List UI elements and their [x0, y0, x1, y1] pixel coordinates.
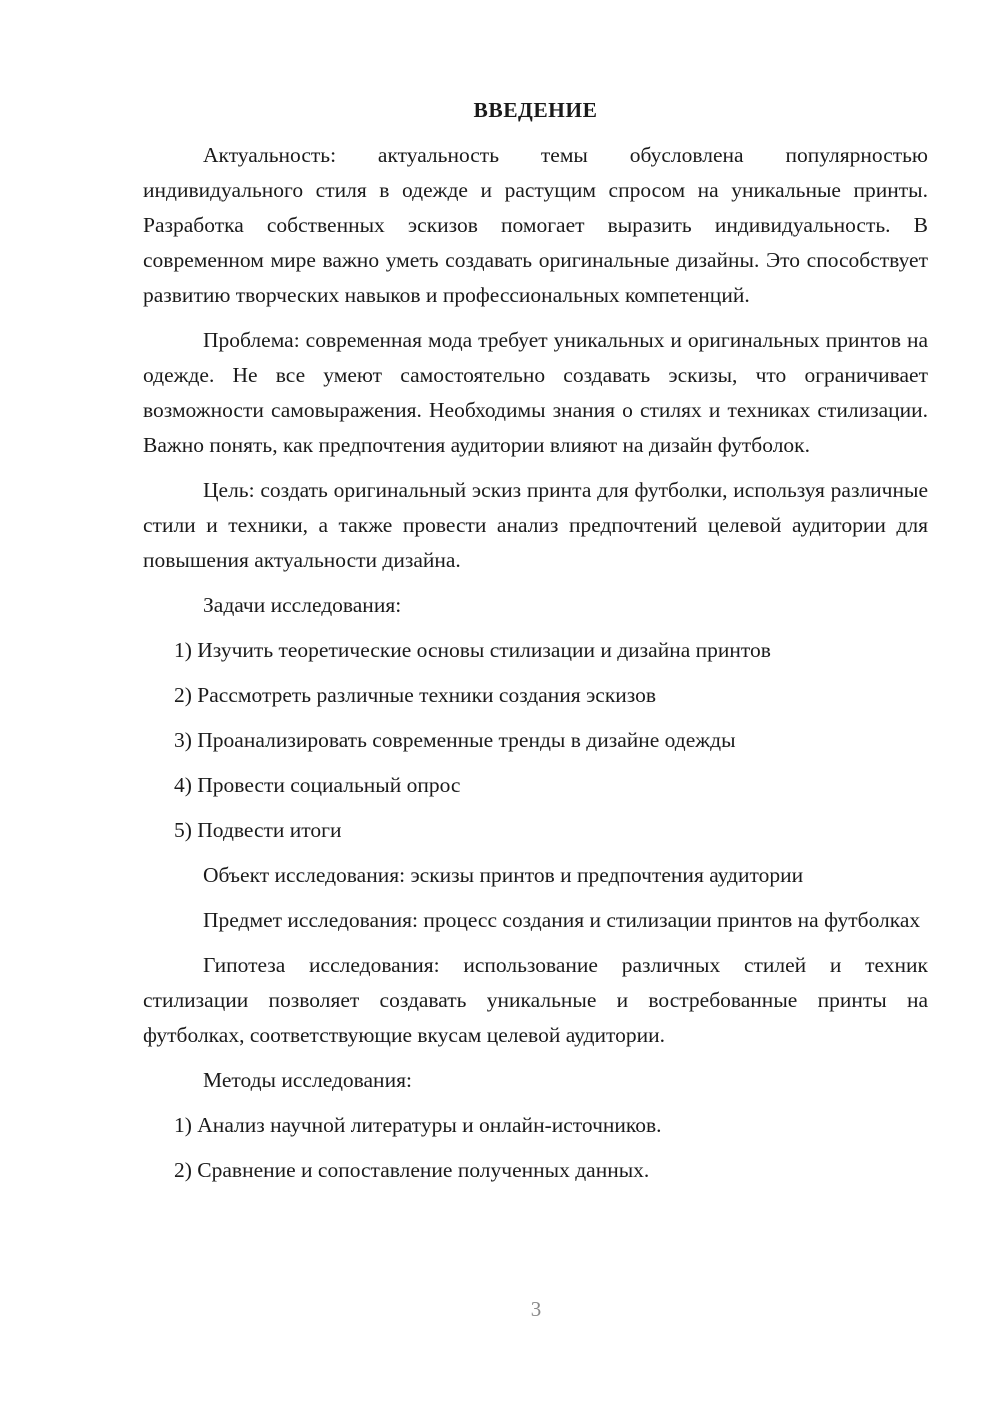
methods-heading: Методы исследования:: [203, 1068, 412, 1092]
list-item: 2) Рассмотреть различные техники создания эскизов: [174, 683, 657, 707]
list-item: 1) Анализ научной литературы и онлайн-источников.: [174, 1113, 662, 1137]
tasks-heading: Задачи исследования:: [203, 593, 402, 617]
relevance-paragraph: Актуальность: актуальность темы обусловлена популярностью индивидуального стиля в одежде и растущим спросом на уникальные принты. Разработка собственных эскизов помогает выразить индивидуальность. В современном мире важно уметь создавать оригинальные дизайны. Это способствует развитию творческих навыков и профессиональных компетенций.: [143, 143, 928, 307]
object-line: Объект исследования: эскизы принтов и предпочтения аудитории: [203, 863, 804, 887]
page-number: 3: [530, 1297, 542, 1321]
hypothesis-paragraph: Гипотеза исследования: использование различных стилей и техник стилизации позволяет создавать уникальные и востребованные принты на футболках, соответствующие вкусам целевой аудитории.: [143, 953, 928, 1047]
list-item: 2) Сравнение и сопоставление полученных данных.: [174, 1158, 650, 1182]
list-item: 1) Изучить теоретические основы стилизации и дизайна принтов: [174, 638, 771, 662]
problem-paragraph: Проблема: современная мода требует уникальных и оригинальных принтов на одежде. Не все умеют самостоятельно создавать эскизы, что ограничивает возможности самовыражения. Необходимы знания о стилях и техниках стилизации. Важно понять, как предпочтения аудитории влияют на дизайн футболок.: [143, 328, 928, 457]
tasks-list: [143, 633, 928, 848]
subject-paragraph: Предмет исследования: процесс создания и стилизации принтов на футболках: [203, 908, 921, 932]
methods-list: [143, 1108, 928, 1188]
list-item: 5) Подвести итоги: [174, 818, 342, 842]
document-page: [143, 96, 928, 1198]
page-title: ВВЕДЕНИЕ: [473, 98, 598, 122]
list-item: 4) Провести социальный опрос: [174, 773, 461, 797]
goal-paragraph: Цель: создать оригинальный эскиз принта для футболки, используя различные стили и техники, а также провести анализ предпочтений целевой аудитории для повышения актуальности дизайна.: [143, 478, 928, 572]
list-item: 3) Проанализировать современные тренды в дизайне одежды: [174, 728, 736, 752]
